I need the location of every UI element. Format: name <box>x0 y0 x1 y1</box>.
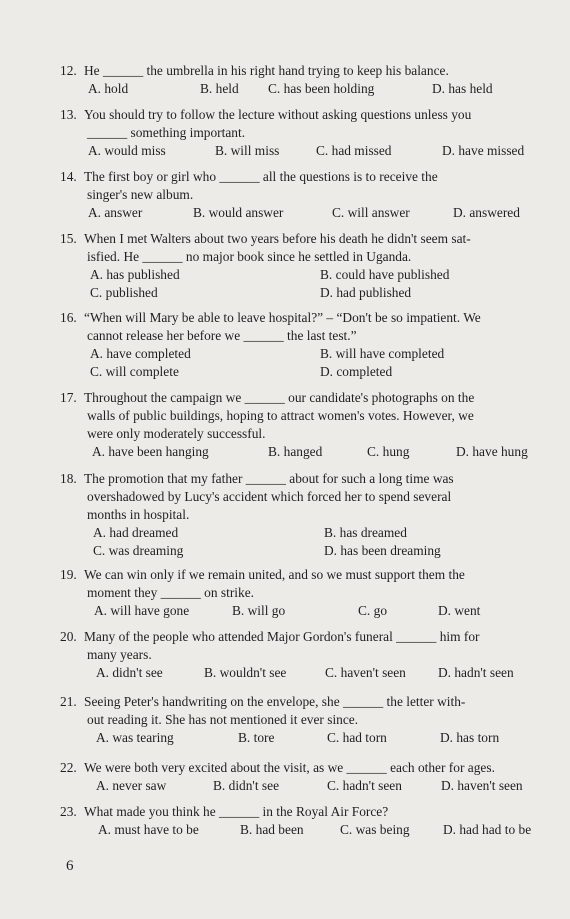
question-stem-line: overshadowed by Lucy's accident which forced her to spend several <box>87 489 452 504</box>
option-d[interactable]: D. has been dreaming <box>324 543 441 558</box>
option-b[interactable]: B. wouldn't see <box>204 665 287 680</box>
option-a[interactable]: A. hold <box>88 81 129 96</box>
option-a[interactable]: A. would miss <box>88 143 166 158</box>
option-c[interactable]: C. will complete <box>90 364 179 379</box>
question-number: 16. <box>60 310 77 325</box>
question-stem-line: cannot release her before we ______ the last test.” <box>87 328 357 343</box>
question-stem-line: out reading it. She has not mentioned it ever since. <box>87 712 359 727</box>
option-a[interactable]: A. has published <box>90 267 180 282</box>
question-number: 14. <box>60 169 77 184</box>
option-d[interactable]: D. answered <box>453 205 520 220</box>
option-d[interactable]: D. has torn <box>440 730 500 745</box>
question-number: 15. <box>60 231 77 246</box>
question-stem-line: were only moderately successful. <box>87 426 266 441</box>
question-stem: You should try to follow the lecture without asking questions unless you <box>84 107 472 122</box>
question-20 <box>60 628 560 682</box>
option-b[interactable]: B. held <box>200 81 239 96</box>
question-number: 17. <box>60 390 77 405</box>
question-15 <box>60 230 560 302</box>
option-a[interactable]: A. must have to be <box>98 822 199 837</box>
question-12 <box>60 62 560 98</box>
question-number: 19. <box>60 567 77 582</box>
question-14 <box>60 168 560 222</box>
question-stem: The promotion that my father ______ about for such a long time was <box>84 471 454 486</box>
question-stem: Many of the people who attended Major Gordon's funeral ______ him for <box>84 629 480 644</box>
option-c[interactable]: C. hung <box>367 444 410 459</box>
option-c[interactable]: C. published <box>90 285 158 300</box>
question-number: 12. <box>60 63 77 78</box>
question-stem: We were both very excited about the visit, as we ______ each other for ages. <box>84 760 495 775</box>
question-stem-line: isfied. He ______ no major book since he settled in Uganda. <box>87 249 412 264</box>
option-c[interactable]: C. will answer <box>332 205 410 220</box>
question-16 <box>60 309 560 381</box>
question-stem-line: months in hospital. <box>87 507 190 522</box>
option-d[interactable]: D. has held <box>432 81 493 96</box>
question-number: 18. <box>60 471 77 486</box>
question-stem: “When will Mary be able to leave hospital?” – “Don't be so impatient. We <box>84 310 481 325</box>
option-a[interactable]: A. answer <box>88 205 143 220</box>
option-b[interactable]: B. will miss <box>215 143 280 158</box>
question-17 <box>60 389 560 461</box>
question-stem: When I met Walters about two years before his death he didn't seem sat- <box>84 231 471 246</box>
question-stem-line: walls of public buildings, hoping to attract women's votes. However, we <box>87 408 474 423</box>
option-c[interactable]: C. hadn't seen <box>327 778 402 793</box>
question-number: 23. <box>60 804 77 819</box>
option-b[interactable]: B. will have completed <box>320 346 445 361</box>
question-stem: We can win only if we remain united, and so we must support them the <box>84 567 465 582</box>
option-d[interactable]: D. have missed <box>442 143 525 158</box>
question-23 <box>60 803 560 839</box>
option-c[interactable]: C. go <box>358 603 388 618</box>
option-b[interactable]: B. would answer <box>193 205 284 220</box>
option-d[interactable]: D. went <box>438 603 481 618</box>
option-c[interactable]: C. was being <box>340 822 410 837</box>
option-b[interactable]: B. hanged <box>268 444 323 459</box>
question-number: 21. <box>60 694 77 709</box>
question-22 <box>60 759 560 795</box>
option-a[interactable]: A. had dreamed <box>93 525 179 540</box>
option-b[interactable]: B. had been <box>240 822 304 837</box>
option-c[interactable]: C. had torn <box>327 730 387 745</box>
option-a[interactable]: A. was tearing <box>96 730 174 745</box>
question-18 <box>60 470 560 560</box>
option-a[interactable]: A. have completed <box>90 346 191 361</box>
option-d[interactable]: D. haven't seen <box>441 778 523 793</box>
option-c[interactable]: C. was dreaming <box>93 543 184 558</box>
question-number: 13. <box>60 107 77 122</box>
option-a[interactable]: A. never saw <box>96 778 167 793</box>
option-b[interactable]: B. could have published <box>320 267 450 282</box>
option-c[interactable]: C. had missed <box>316 143 392 158</box>
question-stem-line: many years. <box>87 647 152 662</box>
page-number: 6 <box>66 858 74 874</box>
question-stem: He ______ the umbrella in his right hand trying to keep his balance. <box>84 63 449 78</box>
question-stem-line: ______ something important. <box>87 125 246 140</box>
option-b[interactable]: B. has dreamed <box>324 525 407 540</box>
question-19 <box>60 566 560 620</box>
question-stem-line: moment they ______ on strike. <box>87 585 254 600</box>
question-21 <box>60 693 560 747</box>
option-c[interactable]: C. has been holding <box>268 81 375 96</box>
option-b[interactable]: B. didn't see <box>213 778 280 793</box>
question-number: 22. <box>60 760 77 775</box>
question-stem-line: singer's new album. <box>87 187 194 202</box>
option-d[interactable]: D. completed <box>320 364 393 379</box>
option-d[interactable]: D. hadn't seen <box>438 665 514 680</box>
option-b[interactable]: B. tore <box>238 730 275 745</box>
option-a[interactable]: A. didn't see <box>96 665 163 680</box>
option-d[interactable]: D. had had to be <box>443 822 532 837</box>
question-number: 20. <box>60 629 77 644</box>
option-a[interactable]: A. will have gone <box>94 603 190 618</box>
question-stem: Throughout the campaign we ______ our candidate's photographs on the <box>84 390 475 405</box>
option-a[interactable]: A. have been hanging <box>92 444 209 459</box>
question-stem: The first boy or girl who ______ all the questions is to receive the <box>84 169 438 184</box>
question-13 <box>60 106 560 160</box>
option-d[interactable]: D. had published <box>320 285 412 300</box>
option-b[interactable]: B. will go <box>232 603 286 618</box>
question-stem: What made you think he ______ in the Royal Air Force? <box>84 804 389 819</box>
question-stem: Seeing Peter's handwriting on the envelope, she ______ the letter with- <box>84 694 466 709</box>
option-c[interactable]: C. haven't seen <box>325 665 406 680</box>
option-d[interactable]: D. have hung <box>456 444 528 459</box>
